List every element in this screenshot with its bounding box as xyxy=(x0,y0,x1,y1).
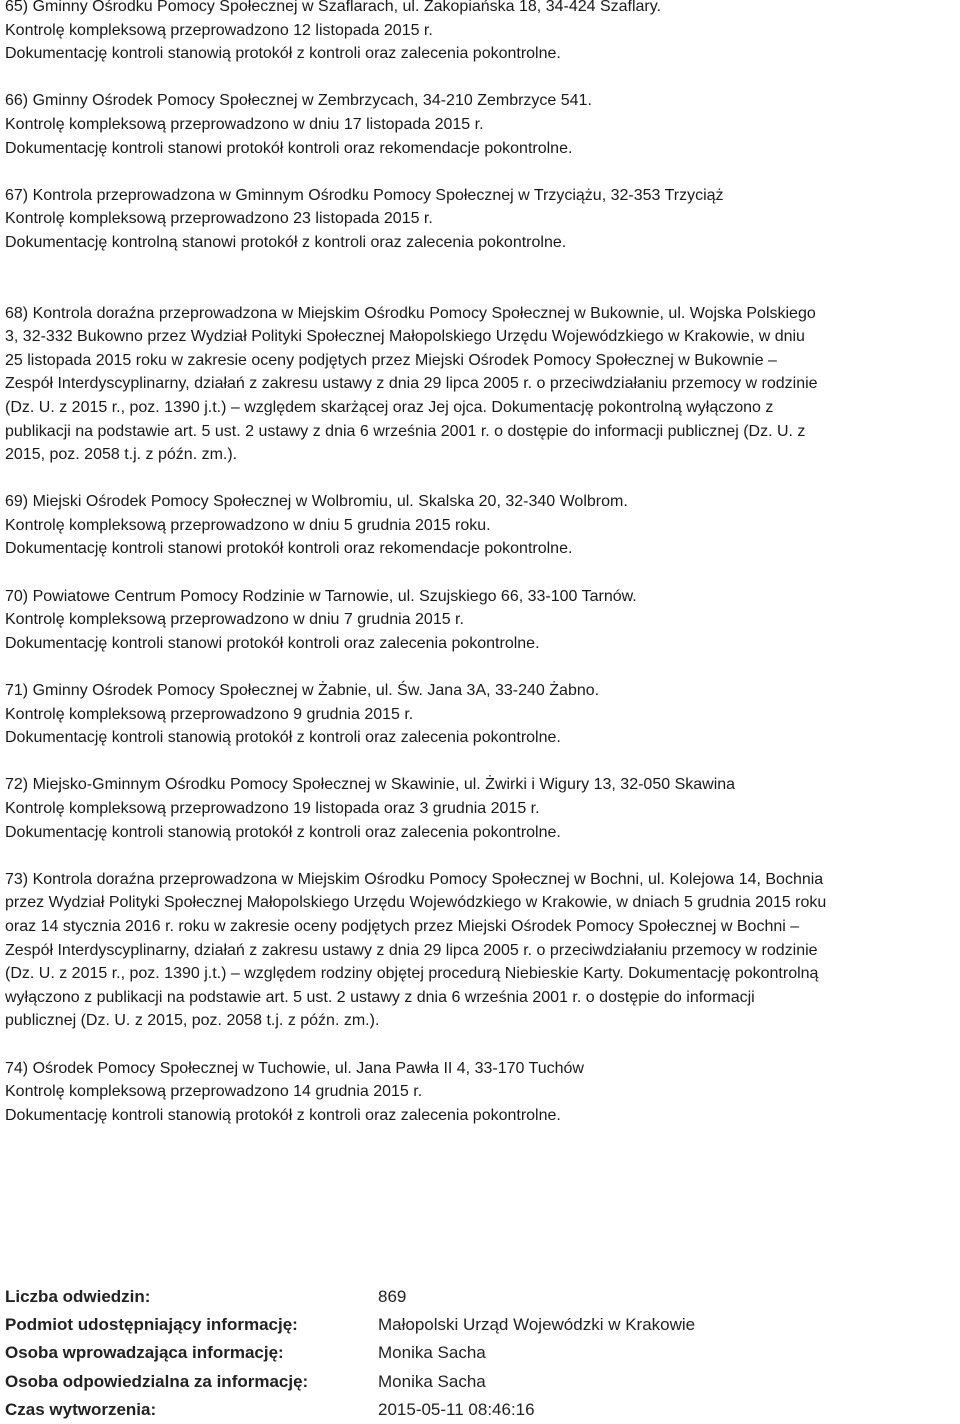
metadata-table xyxy=(5,1283,955,1424)
responsible-value: Monika Sacha xyxy=(378,1371,486,1391)
entry-separator xyxy=(5,655,960,679)
entry-line: Kontrolę kompleksową przeprowadzono 23 listopada 2015 r. xyxy=(5,210,433,228)
entry-67 xyxy=(5,184,960,255)
entry-72 xyxy=(5,773,960,844)
entry-line: Zespół Interdyscyplinarny, działań z zakresu ustawy z dnia 29 lipca 2005 r. o przeciwdziałaniu przemocy w rodzinie xyxy=(5,375,818,393)
entry-separator xyxy=(5,255,960,302)
document-body xyxy=(5,0,960,1127)
publisher-value: Małopolski Urząd Wojewódzki w Krakowie xyxy=(378,1315,696,1335)
entry-line: Dokumentację kontroli stanowią protokół z kontroli oraz zalecenia pokontrolne. xyxy=(5,729,561,747)
entry-68 xyxy=(5,302,960,467)
visits-value: 869 xyxy=(378,1287,407,1306)
entry-71 xyxy=(5,679,960,750)
entry-separator xyxy=(5,561,960,585)
entry-line: publikacji na podstawie art. 5 ust. 2 ustawy z dnia 6 września 2001 r. o dostępie do informacji publicznej (Dz. U. z xyxy=(5,422,806,440)
entry-line: publicznej (Dz. U. z 2015, poz. 2058 t.j. z późn. zm.). xyxy=(5,1012,380,1030)
entry-line: Dokumentację kontroli stanowią protokół z kontroli oraz zalecenia pokontrolne. xyxy=(5,823,561,841)
entry-separator xyxy=(5,66,960,90)
entry-line: Zespół Interdyscyplinarny, działań z zakresu ustawy z dnia 29 lipca 2005 r. o przeciwdziałaniu przemocy w rodzinie xyxy=(5,941,818,959)
entry-line: (Dz. U. z 2015 r., poz. 1390 j.t.) – względem skarżącej oraz Jej ojca. Dokumentację pokontrolną wyłączono z xyxy=(5,398,774,416)
entry-line: Dokumentację kontrolną stanowi protokół z kontroli oraz zalecenia pokontrolne. xyxy=(5,233,567,251)
entry-line: 68) Kontrola doraźna przeprowadzona w Miejskim Ośrodku Pomocy Społecznej w Bukownie, ul. Wojska Polskiego xyxy=(5,304,816,322)
publisher-label: Podmiot udostępniający informację: xyxy=(5,1315,298,1335)
entry-74 xyxy=(5,1057,960,1128)
entry-line: 2015, poz. 2058 t.j. z późn. zm.). xyxy=(5,446,238,464)
entry-70 xyxy=(5,585,960,656)
entry-line: Kontrolę kompleksową przeprowadzono 12 listopada 2015 r. xyxy=(5,21,433,39)
entry-separator xyxy=(5,844,960,868)
entry-line: 66) Gminny Ośrodek Pomocy Społecznej w Zembrzycach, 34-210 Zembrzyce 541. xyxy=(5,92,592,110)
entry-line: wyłączono z publikacji na podstawie art. 5 ust. 2 ustawy z dnia 6 września 2001 r. o dostępie do informacji xyxy=(5,988,755,1006)
entry-line: Dokumentację kontroli stanowi protokół kontroli oraz zalecenia pokontrolne. xyxy=(5,634,540,652)
entered-by-value: Monika Sacha xyxy=(378,1343,486,1363)
entry-line: (Dz. U. z 2015 r., poz. 1390 j.t.) – względem rodziny objętej procedurą Niebieskie Karty. Dokumentację pokontrolną xyxy=(5,965,819,983)
meta-row-entered-by xyxy=(5,1339,955,1367)
visits-label: Liczba odwiedzin: xyxy=(5,1287,151,1306)
entry-separator xyxy=(5,160,960,184)
responsible-label: Osoba odpowiedzialna za informację: xyxy=(5,1371,309,1391)
entry-line: Kontrolę kompleksową przeprowadzono 14 grudnia 2015 r. xyxy=(5,1083,423,1101)
entry-line: Dokumentację kontroli stanowi protokół kontroli oraz rekomendacje pokontrolne. xyxy=(5,139,573,157)
entry-line: Kontrolę kompleksową przeprowadzono w dniu 5 grudnia 2015 roku. xyxy=(5,516,491,534)
created-value: 2015-05-11 08:46:16 xyxy=(378,1399,535,1419)
entered-by-label: Osoba wprowadzająca informację: xyxy=(5,1343,284,1363)
entry-line: Kontrolę kompleksową przeprowadzono 19 listopada oraz 3 grudnia 2015 r. xyxy=(5,800,540,817)
created-label: Czas wytworzenia: xyxy=(5,1399,157,1419)
entry-69 xyxy=(5,490,960,561)
meta-row-publisher xyxy=(5,1311,955,1339)
entry-line: Kontrolę kompleksową przeprowadzono w dniu 7 grudnia 2015 r. xyxy=(5,611,464,629)
entry-line: 3, 32-332 Bukowno przez Wydział Polityki Społecznej Małopolskiego Urzędu Wojewódzkiego w Krakowie, w dniu xyxy=(5,328,805,346)
entry-line: Kontrolę kompleksową przeprowadzono w dniu 17 listopada 2015 r. xyxy=(5,115,484,133)
entry-separator xyxy=(5,750,960,774)
entry-separator xyxy=(5,1033,960,1057)
entry-line: 69) Miejski Ośrodek Pomocy Społecznej w Wolbromiu, ul. Skalska 20, 32-340 Wolbrom. xyxy=(5,493,628,511)
entry-line: 70) Powiatowe Centrum Pomocy Rodzinie w Tarnowie, ul. Szujskiego 66, 33-100 Tarnów. xyxy=(5,587,637,605)
entry-line: 74) Ośrodek Pomocy Społecznej w Tuchowie, ul. Jana Pawła II 4, 33-170 Tuchów xyxy=(5,1059,584,1077)
entry-separator xyxy=(5,467,960,491)
meta-row-visits xyxy=(5,1283,955,1311)
entry-line: 25 listopada 2015 roku w zakresie oceny podjętych przez Miejski Ośrodek Pomocy Społecznej w Bukownie – xyxy=(5,351,777,369)
entry-line: oraz 14 stycznia 2016 r. roku w zakresie oceny podjętych przez Miejski Ośrodek Pomocy Społecznej w Bochni – xyxy=(5,917,800,935)
entry-66 xyxy=(5,89,960,160)
entry-73 xyxy=(5,868,960,1033)
entry-line: 72) Miejsko-Gminnym Ośrodku Pomocy Społecznej w Skawinie, ul. Żwirki i Wigury 13, 32-050 Skawina xyxy=(5,776,736,794)
entry-line: 71) Gminny Ośrodek Pomocy Społecznej w Żabnie, ul. Św. Jana 3A, 33-240 Żabno. xyxy=(5,682,600,700)
meta-row-responsible xyxy=(5,1368,955,1396)
entry-65 xyxy=(5,0,960,66)
meta-row-created xyxy=(5,1396,955,1424)
entry-line: 67) Kontrola przeprowadzona w Gminnym Ośrodku Pomocy Społecznej w Trzyciążu, 32-353 Trzyciąż xyxy=(5,186,724,204)
entry-line: Dokumentację kontroli stanowi protokół kontroli oraz rekomendacje pokontrolne. xyxy=(5,540,573,558)
entry-line: Dokumentację kontroli stanowią protokół z kontroli oraz zalecenia pokontrolne. xyxy=(5,1106,561,1124)
entry-line: 65) Gminny Ośrodku Pomocy Społecznej w Szaflarach, ul. Zakopiańska 18, 34-424 Szaflary. xyxy=(5,0,662,15)
entry-line: Dokumentację kontroli stanowią protokół z kontroli oraz zalecenia pokontrolne. xyxy=(5,45,561,63)
entry-line: Kontrolę kompleksową przeprowadzono 9 grudnia 2015 r. xyxy=(5,705,414,723)
entry-line: przez Wydział Polityki Społecznej Małopolskiego Urzędu Wojewódzkiego w Krakowie, w dniach 5 grudnia 2015 roku xyxy=(5,894,827,912)
entry-line: 73) Kontrola doraźna przeprowadzona w Miejskim Ośrodku Pomocy Społecznej w Bochni, ul. Kolejowa 14, Bochnia xyxy=(5,870,824,888)
